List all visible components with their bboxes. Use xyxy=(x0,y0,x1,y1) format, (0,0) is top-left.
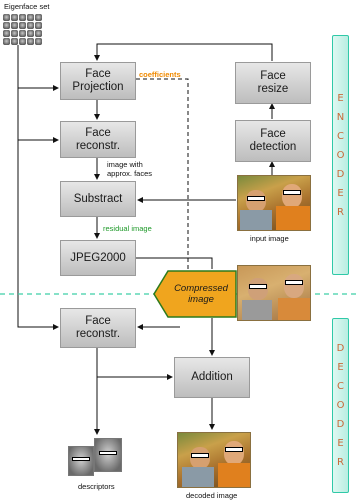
face-projection-box: Face Projection xyxy=(60,62,136,100)
approx-faces-label: image with approx. faces xyxy=(107,160,153,178)
decoded-image-photo xyxy=(177,432,251,488)
arrow-eigen-to-reconstr-dec xyxy=(18,140,58,327)
arrow-eigen-to-projection xyxy=(18,45,58,88)
decoder-letter: D xyxy=(336,343,345,354)
descriptor-thumb-1 xyxy=(68,446,94,476)
descriptor-thumb-2 xyxy=(94,438,122,472)
face-reconstr-encoder-box: Face reconstr. xyxy=(60,121,136,158)
decoder-letter: E xyxy=(337,438,344,449)
decoder-letter: C xyxy=(337,381,344,392)
input-image-photo xyxy=(237,175,311,231)
encoder-letter: C xyxy=(337,130,344,142)
encoder-letter: R xyxy=(337,206,344,218)
decoder-band xyxy=(332,318,349,493)
compressed-image-photo xyxy=(237,265,311,321)
encoder-band xyxy=(332,35,349,275)
encoder-letter: O xyxy=(336,149,345,161)
decoder-letter: D xyxy=(336,419,345,430)
descriptors-label: descriptors xyxy=(78,482,115,491)
jpeg2000-box: JPEG2000 xyxy=(60,240,136,276)
arrow-eigen-to-reconstr-enc xyxy=(18,88,58,140)
residual-image-label: residual image xyxy=(103,224,152,233)
decoder-letter: R xyxy=(337,457,344,468)
input-image-label: input image xyxy=(250,234,289,243)
coefficients-label: coefficients xyxy=(139,70,181,79)
arrow-resize-to-projection xyxy=(97,44,272,61)
decoder-letter: O xyxy=(336,400,345,411)
arrow-jpeg-to-compressed xyxy=(136,258,212,269)
decoded-image-label: decoded image xyxy=(186,491,238,500)
face-resize-box: Face resize xyxy=(235,62,311,104)
face-detection-box: Face detection xyxy=(235,120,311,162)
addition-box: Addition xyxy=(174,357,250,398)
coefficients-dashed-line xyxy=(136,79,188,298)
substract-box: Substract xyxy=(60,181,136,217)
decoder-letter: E xyxy=(337,362,344,373)
encoder-letter: E xyxy=(337,187,344,199)
eigenface-set-label: Eigenface set xyxy=(4,2,50,11)
encoder-letter: N xyxy=(336,111,345,123)
face-reconstr-decoder-box: Face reconstr. xyxy=(60,308,136,348)
encoder-letter: D xyxy=(336,168,345,180)
compressed-image-label: Compressed image xyxy=(174,283,228,305)
eigenface-set-grid xyxy=(3,14,42,45)
encoder-letter: E xyxy=(337,92,344,104)
